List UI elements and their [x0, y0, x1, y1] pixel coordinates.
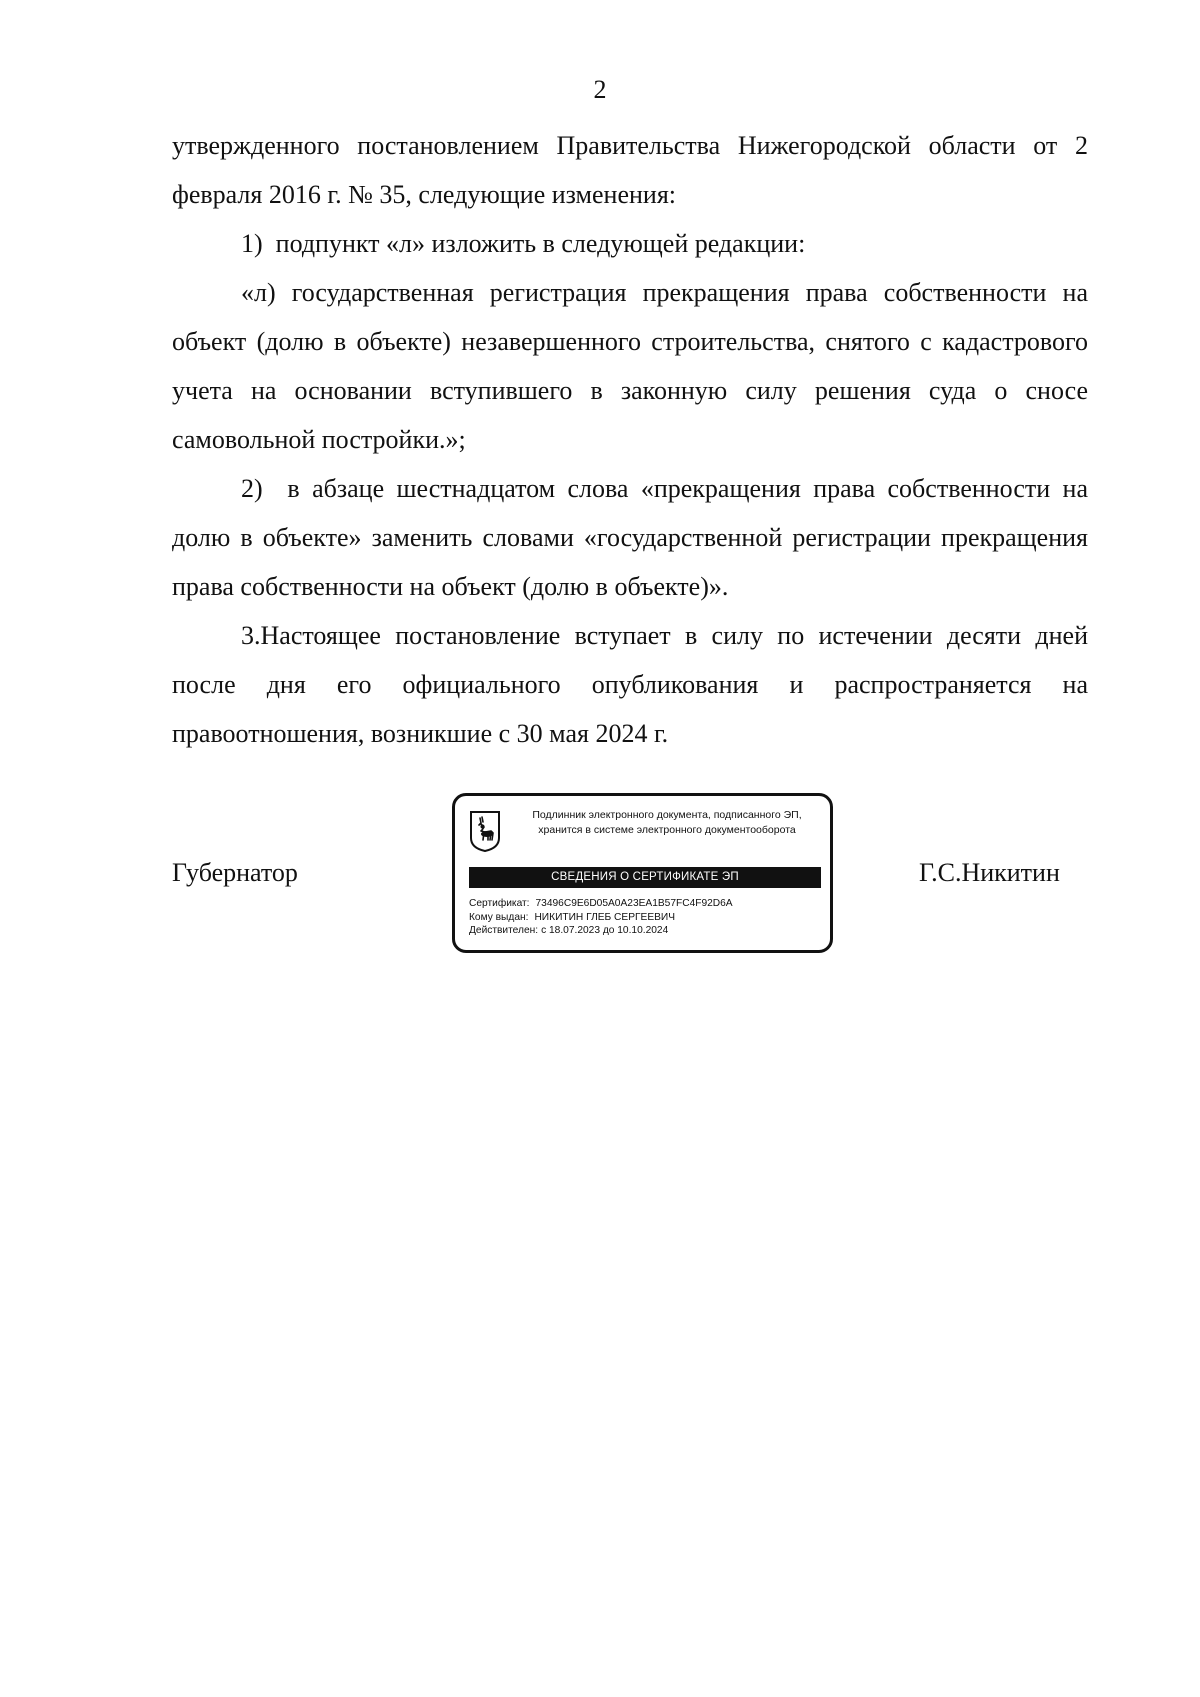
owner-row	[469, 911, 825, 925]
item-3-number: 3.	[241, 621, 261, 650]
stamp-header-line-2: хранится в системе электронного документооборота	[538, 824, 796, 836]
paragraph-intro: утвержденного постановлением Правительства Нижегородской области от 2 февраля 2016 г. № 35, следующие изменения:	[172, 131, 1088, 209]
validity-value: с 18.07.2023 до 10.10.2024	[541, 925, 669, 936]
coat-of-arms-deer-icon	[469, 810, 501, 852]
paragraph-item-2: 2) в абзаце шестнадцатом слова «прекращения права собственности на долю в объекте» заменить словами «государственной регистрации прекращения права собственности на объект (долю в объекте)».	[172, 474, 1088, 601]
signer-name: Г.С.Никитин	[919, 858, 1060, 887]
stamp-header	[509, 808, 825, 838]
stamp-title-bar: СВЕДЕНИЯ О СЕРТИФИКАТЕ ЭП	[469, 867, 821, 888]
paragraph-quoted-subitem: «л) государственная регистрация прекращения права собственности на объект (долю в объекте) незавершенного строительства, снятого с кадастрового учета на основании вступившего в законную силу решения суда о сносе самовольной постройки.»;	[172, 278, 1088, 454]
paragraph-item-1: 1) подпункт «л» изложить в следующей редакции:	[241, 229, 806, 258]
electronic-signature-stamp	[452, 793, 833, 953]
stamp-header-line-1: Подлинник электронного документа, подписанного ЭП,	[532, 809, 802, 821]
item-3-text: Настоящее постановление вступает в силу по истечении десяти дней после дня его официального опубликования и распространяется на правоотношения, возникшие с 30 мая 2024 г.	[172, 621, 1088, 748]
signer-title: Губернатор	[172, 858, 298, 887]
certificate-value: 73496C9E6D05A0A23EA1B57FC4F92D6A	[535, 898, 733, 909]
page-number: 2	[593, 75, 607, 104]
certificate-label: Сертификат:	[469, 898, 530, 909]
validity-row	[469, 924, 825, 938]
document-body	[172, 121, 1088, 758]
certificate-row	[469, 897, 825, 911]
validity-label: Действителен:	[469, 925, 539, 936]
owner-label: Кому выдан:	[469, 911, 529, 923]
certificate-info	[469, 897, 825, 938]
paragraph-item-3	[172, 611, 1088, 758]
owner-value: НИКИТИН ГЛЕБ СЕРГЕЕВИЧ	[534, 911, 676, 923]
